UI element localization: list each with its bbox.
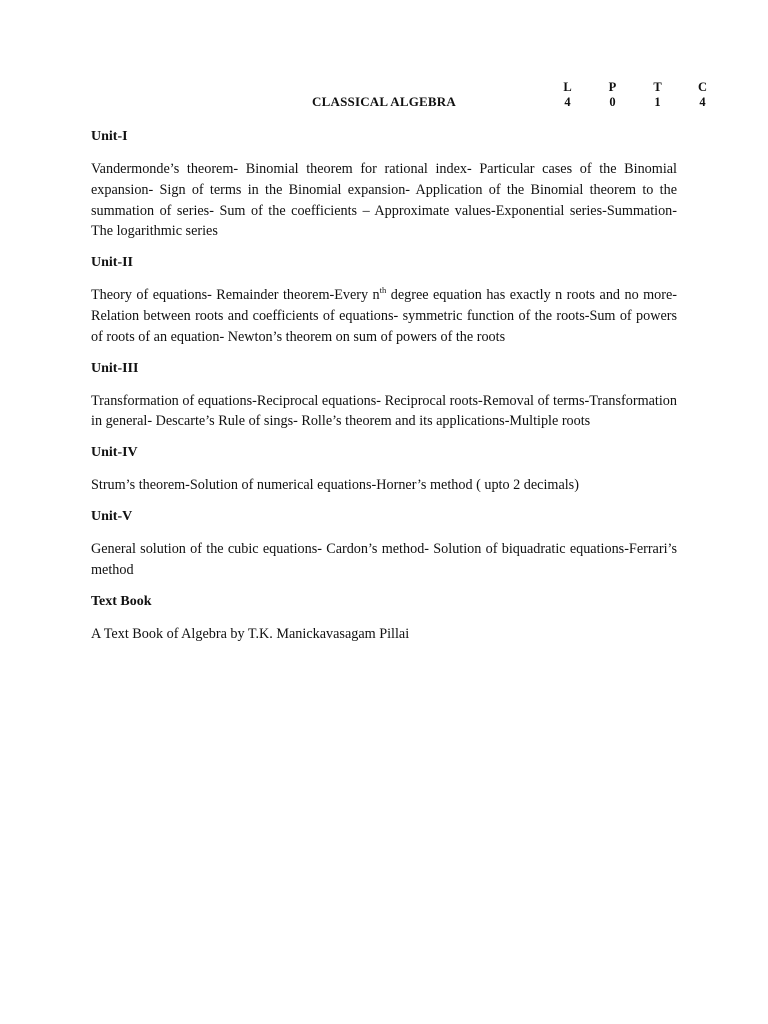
ltpc-header-p: P: [608, 80, 617, 94]
course-title-row: [0, 94, 768, 110]
ltpc-value-l: 4: [564, 95, 571, 109]
course-title: CLASSICAL ALGEBRA: [312, 94, 456, 109]
unit-1-text: Vandermonde’s theorem- Binomial theorem for rational index- Particular cases of the Binomial expansion- Sign of terms in the Binomial expansion- Application of the Binomial theorem to the summation of series- Sum of the coefficients – Approximate values-Exponential series-Summation- The logarithmic series: [91, 161, 677, 240]
ltpc-header-l: L: [563, 80, 572, 94]
unit-2-text: [91, 285, 677, 347]
unit-3-heading: Unit-III: [91, 360, 139, 376]
ltpc-value-t: 1: [654, 95, 661, 109]
unit-2-text-before: Theory of equations- Remainder theorem-Every n: [91, 287, 380, 304]
ltpc-header-t: T: [653, 80, 662, 94]
ltpc-header-c: C: [697, 80, 708, 94]
unit-2-heading: Unit-II: [91, 255, 134, 271]
ltpc-value-c: 4: [699, 95, 706, 109]
unit-2-superscript: th: [379, 285, 387, 296]
textbook-text: A Text Book of Algebra by T.K. Manickavasagam Pillai: [91, 625, 410, 642]
unit-5-text: General solution of the cubic equations- Cardon’s method- Solution of biquadratic equations-Ferrari’s method: [91, 540, 677, 578]
unit-1-heading: Unit-I: [91, 129, 128, 144]
unit-4-text: Strum’s theorem-Solution of numerical equations-Horner’s method ( upto 2 decimals): [91, 477, 579, 494]
unit-4-heading: Unit-IV: [91, 445, 138, 461]
ltpc-value-p: 0: [609, 95, 616, 109]
unit-2-text-after: degree equation has exactly n roots and no more-Relation between roots and coefficients of equations- symmetric function of the roots-Sum of powers of roots of an equation- Newton’s theorem on sum of powers of the roots: [91, 287, 678, 345]
unit-5-heading: Unit-V: [91, 508, 133, 524]
syllabus-content: [91, 127, 677, 655]
unit-3-text: Transformation of equations-Reciprocal equations- Reciprocal roots-Removal of terms-Transformation in general- Descarte’s Rule of sings- Rolle’s theorem and its applications-Multiple roots: [91, 392, 677, 430]
textbook-heading: Text Book: [91, 593, 152, 609]
